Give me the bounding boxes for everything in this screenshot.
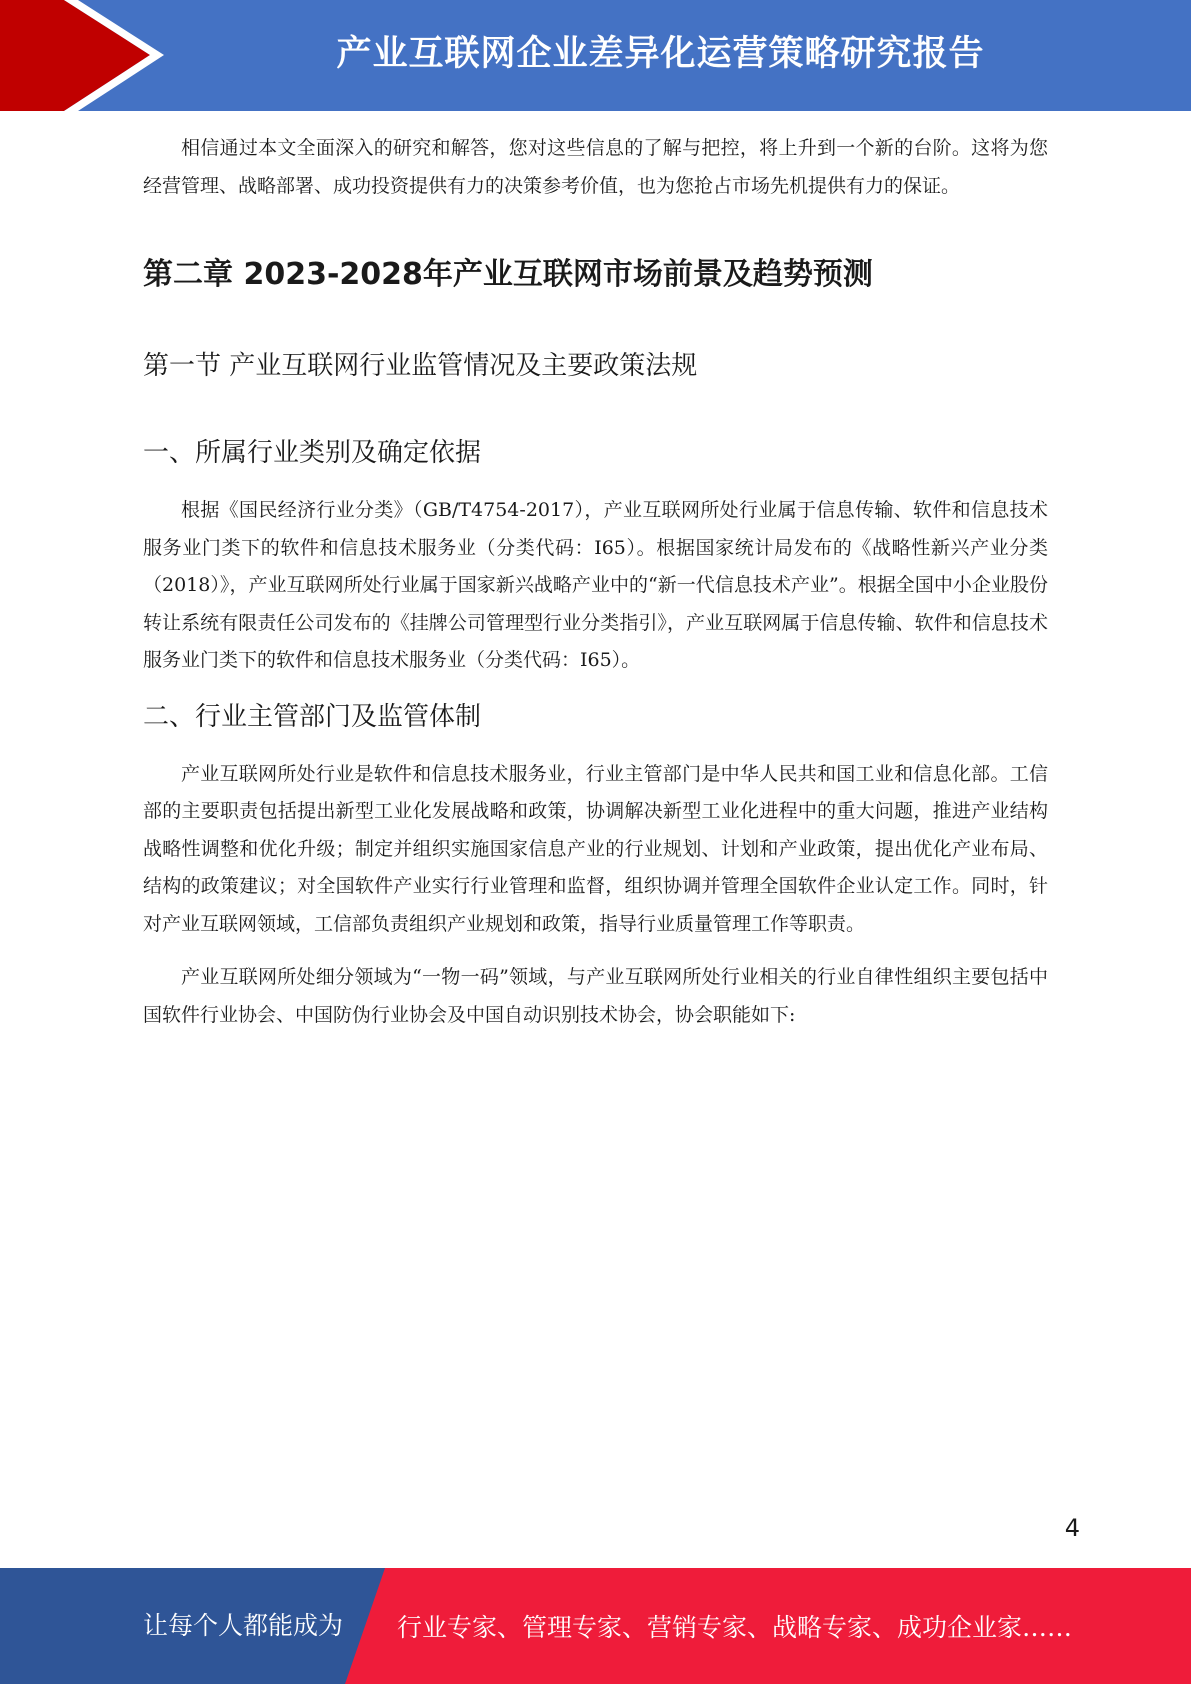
chapter-title: 第二章 2023-2028年产业互联网市场前景及趋势预测 [143,257,873,292]
page-number: 4 [1064,1514,1080,1542]
subsection-1-paragraph: 根据《国民经济行业分类》（GB/T4754-2017），产业互联网所处行业属于信息传输、软件和信息技术服务业门类下的软件和信息技术服务业（分类代码：I65）。根据国家统计局发布的《战略性新兴产业分类（2018）》，产业互联网所处行业属于国家新兴战略产业中的“新一代信息技术产业”。根据全国中小企业股份转让系统有限责任公司发布的《挂牌公司管理型行业分类指引》，产业互联网属于信息传输、软件和信息技术服务业门类下的软件和信息技术服务业（分类代码：I65）。 [143,499,1048,671]
page-footer [0,1568,1191,1684]
page-header [0,0,1191,111]
subsection-2-title: 二、行业主管部门及监管体制 [143,701,482,732]
section-title: 第一节 产业互联网行业监管情况及主要政策法规 [143,351,698,381]
subsection-2-paragraph-2: 产业互联网所处细分领域为“一物一码”领域，与产业互联网所处行业相关的行业自律性组织主要包括中国软件行业协会、中国防伪行业协会及中国自动识别技术协会，协会职能如下: [143,966,1048,1026]
report-title: 产业互联网企业差异化运营策略研究报告 [336,34,985,74]
intro-paragraph: 相信通过本文全面深入的研究和解答，您对这些信息的了解与把控，将上升到一个新的台阶。这将为您经营管理、战略部署、成功投资提供有力的决策参考价值，也为您抢占市场先机提供有力的保证。 [143,137,1048,197]
header-red-arrow-decoration [0,0,150,111]
document-body [143,130,1048,1034]
subsection-1-title: 一、所属行业类别及确定依据 [143,438,482,468]
footer-slogan-right: 行业专家、管理专家、营销专家、战略专家、成功企业家…… [397,1613,1073,1642]
footer-slogan-left: 让每个人都能成为 [143,1611,344,1640]
subsection-2-paragraph-1: 产业互联网所处行业是软件和信息技术服务业，行业主管部门是中华人民共和国工业和信息化部。工信部的主要职责包括提出新型工业化发展战略和政策，协调解决新型工业化进程中的重大问题，推进产业结构战略性调整和优化升级；制定并组织实施国家信息产业的行业规划、计划和产业政策，提出优化产业布局、结构的政策建议；对全国软件产业实行行业管理和监督，组织协调并管理全国软件企业认定工作。同时，针对产业互联网领域，工信部负责组织产业规划和政策，指导行业质量管理工作等职责。 [143,762,1048,935]
